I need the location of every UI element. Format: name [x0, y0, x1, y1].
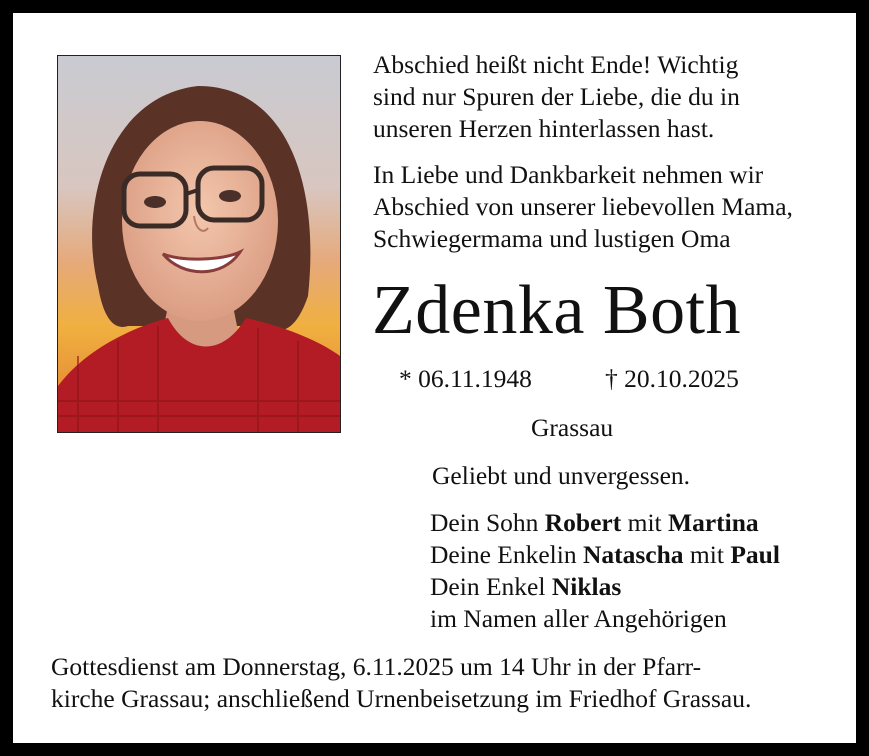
service-info: [51, 651, 751, 715]
family-signatures: [430, 507, 780, 635]
place: Grassau: [531, 413, 614, 442]
quote-text: [373, 49, 740, 145]
service-line: kirche Grassau; anschließend Urnenbeisetzung im Friedhof Grassau.: [51, 684, 752, 713]
family-line: im Namen aller Angehörigen: [430, 604, 727, 633]
intro-text: [373, 159, 793, 255]
intro-line: In Liebe und Dankbarkeit nehmen wir: [373, 160, 764, 189]
quote-line: sind nur Spuren der Liebe, die du in: [373, 82, 740, 111]
obituary-card: [13, 13, 856, 743]
quote-line: Abschied heißt nicht Ende! Wichtig: [373, 50, 739, 79]
birth-date: * 06.11.1948: [399, 364, 532, 393]
portrait-photo: [57, 55, 341, 433]
intro-line: Abschied von unserer liebevollen Mama,: [373, 192, 793, 221]
death-date: † 20.10.2025: [605, 364, 739, 393]
family-line: Dein Sohn Robert mit Martina: [430, 508, 759, 537]
family-line: Dein Enkel Niklas: [430, 572, 622, 601]
quote-line: unseren Herzen hinterlassen hast.: [373, 114, 715, 143]
service-line: Gottesdienst am Donnerstag, 6.11.2025 um 14 Uhr in der Pfarr-: [51, 652, 702, 681]
beloved-text: Geliebt und unvergessen.: [432, 461, 691, 490]
deceased-name: Zdenka Both: [372, 272, 742, 349]
intro-line: Schwiegermama und lustigen Oma: [373, 224, 731, 253]
family-line: Deine Enkelin Natascha mit Paul: [430, 540, 780, 569]
